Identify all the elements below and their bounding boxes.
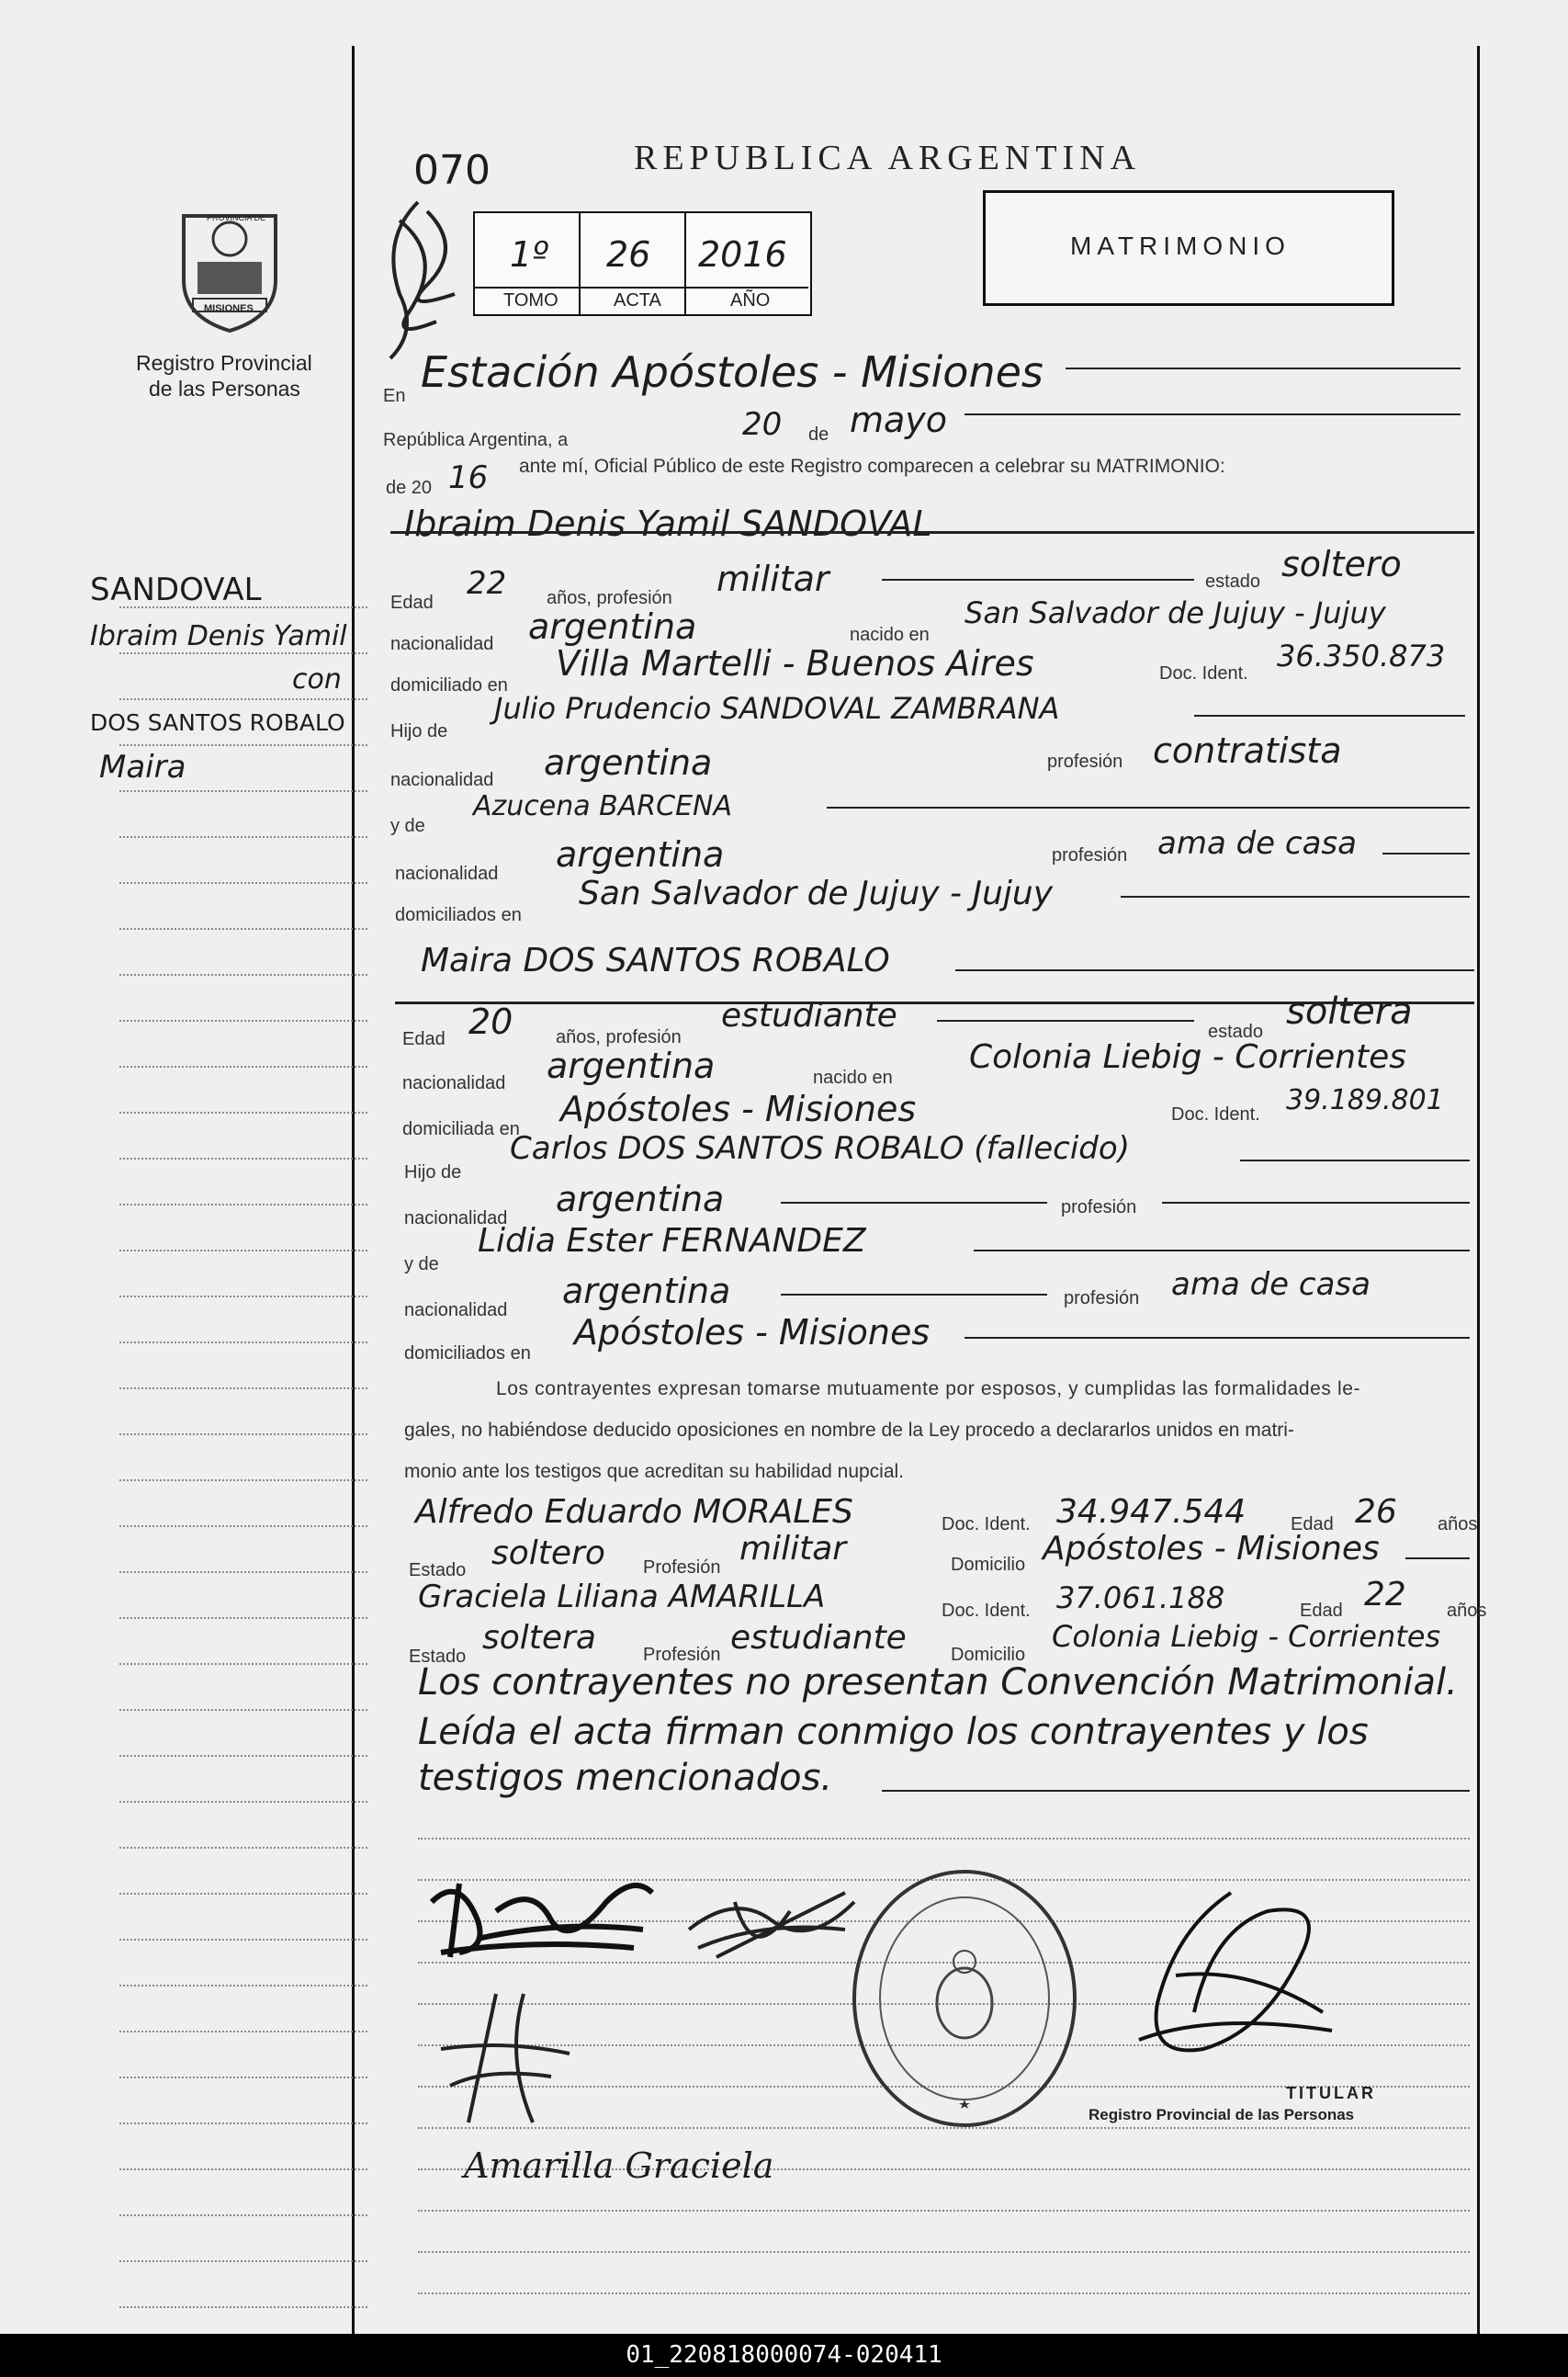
margin-dotted-line (119, 790, 367, 792)
margin-dotted-line (119, 1296, 367, 1297)
line (955, 969, 1474, 971)
bride-edad: 20 (468, 1002, 513, 1042)
margin-dotted-line (119, 1893, 367, 1895)
groom-doc-label: Doc. Ident. (1159, 663, 1248, 684)
line (781, 1294, 1047, 1296)
groom-estado: soltero (1281, 544, 1402, 584)
margin-dotted-line (119, 652, 367, 654)
line (937, 1020, 1194, 1022)
line (1240, 1160, 1470, 1161)
witness2-edad: 22 (1364, 1576, 1406, 1613)
margin-dotted-line (119, 928, 367, 930)
groom-estado-label: estado (1205, 572, 1261, 592)
tomo-label: TOMO (503, 290, 558, 311)
margin-dotted-line (119, 1525, 367, 1527)
groom-hijo-label: Hijo de (390, 721, 448, 741)
acta-label: ACTA (614, 290, 661, 311)
signature-bride-icon (680, 1874, 863, 1975)
line (827, 807, 1470, 809)
groom-madre-prof-label: profesión (1052, 845, 1128, 866)
line (1162, 1202, 1470, 1204)
en-label: En (383, 386, 406, 406)
margin-dotted-line (119, 1020, 367, 1022)
line (974, 1250, 1470, 1251)
bride-padres-dom: Apóstoles - Misiones (574, 1312, 931, 1353)
margin-dotted-line (119, 836, 367, 838)
line (1066, 368, 1461, 369)
groom-yde-label: y de (390, 816, 425, 836)
margin-dotted-line (119, 1112, 367, 1114)
left-frame-line (352, 46, 355, 2334)
line (1121, 896, 1470, 898)
margin-dotted-line (119, 2214, 367, 2216)
margin-dotted-line (119, 1158, 367, 1160)
witness2-estado: soltera (482, 1619, 596, 1657)
body-dotted-line (418, 2292, 1470, 2294)
witness1-doc-label: Doc. Ident. (942, 1514, 1031, 1534)
groom-padre-prof: contratista (1153, 730, 1342, 771)
margin-dotted-line (119, 1617, 367, 1619)
bride-madre-nac: argentina (562, 1271, 731, 1311)
margin-dotted-line (119, 2306, 367, 2308)
de20-label: de 20 (386, 478, 433, 498)
groom-padre: Julio Prudencio SANDOVAL ZAMBRANA (494, 691, 1060, 726)
declaration-line1: Los contrayentes expresan tomarse mutuamente por esposos, y cumplidas las formalidades le- (496, 1378, 1361, 1399)
seal-top-text: PROVINCIA DE (207, 213, 266, 222)
appear-text: ante mí, Oficial Público de este Registro comparecen a celebrar su MATRIMONIO: (519, 456, 1225, 477)
bride-nac-label: nacionalidad (402, 1073, 506, 1093)
groom-doms-label: domiciliados en (395, 905, 522, 925)
margin-names: Ibraim Denis Yamil (90, 620, 347, 652)
groom-madre-nac-label: nacionalidad (395, 864, 499, 884)
declaration-line3: monio ante los testigos que acreditan su habilidad nupcial. (404, 1461, 905, 1482)
bride-hijo-label: Hijo de (404, 1162, 462, 1183)
witness1-estado-label: Estado (409, 1560, 467, 1580)
witness2-estado-label: Estado (409, 1647, 467, 1667)
bride-nacido-label: nacido en (813, 1068, 893, 1088)
margin-dotted-line (119, 1066, 367, 1068)
line (882, 1790, 1470, 1792)
witness2-profesion: estudiante (730, 1619, 907, 1657)
bride-padre-nac: argentina (556, 1179, 725, 1219)
declaration-line2: gales, no habiéndose deducido oposiciones en nombre de la Ley procedo a declararlos unidos en matri- (404, 1420, 1294, 1441)
bride-nacionalidad: argentina (547, 1046, 716, 1086)
margin-dotted-line (119, 1663, 367, 1665)
bride-profesion-label: años, profesión (556, 1027, 682, 1047)
right-frame-line (1477, 46, 1480, 2334)
acta-value: 26 (606, 234, 651, 275)
bride-doc-label: Doc. Ident. (1171, 1104, 1260, 1125)
signature-registrar-icon (1121, 1874, 1341, 2077)
republica-label: República Argentina, a (383, 430, 569, 450)
bride-madre-prof: ama de casa (1171, 1266, 1371, 1303)
margin-dotted-line (119, 1801, 367, 1803)
margin-dotted-line (119, 1709, 367, 1711)
groom-doc: 36.350.873 (1277, 639, 1446, 673)
margin-dotted-line (119, 1479, 367, 1481)
groom-nac-label: nacionalidad (390, 634, 494, 654)
witness2-edad-label: Edad (1300, 1601, 1343, 1621)
province-seal-icon (165, 207, 294, 335)
bride-yde-label: y de (404, 1254, 439, 1274)
witness2-doc: 37.061.188 (1056, 1580, 1225, 1615)
groom-madre-nac: argentina (556, 834, 725, 875)
bride-padre-nac-label: nacionalidad (404, 1208, 508, 1228)
day-value: 20 (742, 406, 783, 443)
witness2-dom-label: Domicilio (951, 1645, 1026, 1665)
margin-surname: SANDOVAL (90, 572, 262, 608)
anio-label: AÑO (730, 290, 771, 311)
body-dotted-line (418, 1838, 1470, 1839)
act-type-label: MATRIMONIO (1070, 232, 1291, 260)
witness1-estado: soltero (491, 1534, 605, 1572)
registry-name-2: de las Personas (149, 377, 300, 401)
bride-doms-label: domiciliados en (404, 1343, 531, 1364)
signature-witness1-icon (432, 1985, 579, 2132)
registry-stamp-icon (845, 1865, 1084, 2132)
witness1-profesion: militar (739, 1530, 847, 1568)
witness1-doc: 34.947.544 (1056, 1493, 1247, 1531)
witness1-name: Alfredo Eduardo MORALES (415, 1493, 853, 1531)
groom-madre-prof: ama de casa (1157, 825, 1357, 862)
box-divider (473, 287, 808, 289)
groom-nacido: San Salvador de Jujuy - Jujuy (964, 595, 1386, 630)
margin-surname2: DOS SANTOS ROBALO (90, 709, 345, 736)
groom-madre: Azucena BARCENA (473, 790, 732, 822)
bride-dom-label: domiciliada en (402, 1119, 520, 1139)
witness2-anos-label: años (1447, 1601, 1487, 1621)
witness1-domicilio: Apóstoles - Misiones (1043, 1530, 1380, 1568)
signature-witness2-text: Amarilla Graciela (464, 2145, 774, 2186)
registrar-stamp-titular: TITULAR (1286, 2084, 1376, 2102)
witness2-domicilio: Colonia Liebig - Corrientes (1052, 1619, 1441, 1654)
margin-dotted-line (119, 1433, 367, 1435)
margin-dotted-line (119, 2031, 367, 2032)
witness1-dom-label: Domicilio (951, 1555, 1026, 1575)
groom-nacionalidad: argentina (528, 606, 697, 647)
margin-dotted-line (119, 2077, 367, 2078)
groom-edad: 22 (467, 565, 507, 602)
bride-padre: Carlos DOS SANTOS ROBALO (fallecido) (510, 1130, 1130, 1167)
groom-padres-dom: San Salvador de Jujuy - Jujuy (579, 875, 1054, 912)
notes-line2: Leída el acta firman conmigo los contrayentes y los (418, 1711, 1369, 1753)
margin-con: con (292, 663, 342, 696)
bride-name: Maira DOS SANTOS ROBALO (421, 942, 890, 979)
bride-madre-prof-label: profesión (1064, 1288, 1140, 1308)
margin-dotted-line (119, 1341, 367, 1343)
signature-groom-icon (423, 1865, 661, 1966)
notes-line1: Los contrayentes no presentan Convención Matrimonial. (418, 1661, 1458, 1704)
bride-profesion: estudiante (721, 997, 897, 1035)
groom-padre-nac-label: nacionalidad (390, 770, 494, 790)
de-label: de (808, 424, 829, 445)
tomo-value: 1º (510, 234, 549, 275)
groom-dom-label: domiciliado en (390, 675, 508, 696)
margin-dotted-line (119, 2122, 367, 2124)
witness2-prof-label: Profesión (643, 1645, 721, 1665)
registry-name-1: Registro Provincial (136, 351, 312, 375)
line (882, 579, 1194, 581)
witness1-prof-label: Profesión (643, 1557, 721, 1578)
year-suffix: 16 (448, 459, 489, 496)
groom-separator (390, 531, 1474, 534)
margin-dotted-line (119, 1250, 367, 1251)
bride-estado-label: estado (1208, 1022, 1264, 1042)
body-dotted-line (418, 2210, 1470, 2212)
margin-dotted-line (119, 744, 367, 746)
line (781, 1202, 1047, 1204)
seal-bottom-text: MISIONES (204, 303, 254, 314)
bride-domicilio: Apóstoles - Misiones (560, 1089, 917, 1129)
groom-nacido-label: nacido en (850, 625, 930, 645)
month-value: mayo (850, 400, 948, 440)
registrar-stamp-registry: Registro Provincial de las Personas (1089, 2106, 1355, 2123)
groom-padre-nac: argentina (544, 742, 713, 783)
witness1-edad: 26 (1355, 1493, 1397, 1531)
bride-padre-prof-label: profesión (1061, 1197, 1137, 1217)
margin-dotted-line (119, 882, 367, 884)
margin-dotted-line (119, 1204, 367, 1205)
groom-padre-prof-label: profesión (1047, 752, 1123, 772)
margin-dotted-line (119, 1939, 367, 1941)
act-number: 070 (413, 147, 491, 194)
line (1405, 1557, 1470, 1559)
bride-estado: soltera (1286, 990, 1413, 1033)
line (1382, 853, 1470, 855)
groom-edad-label: Edad (390, 593, 434, 613)
document-id-footer: 01_220818000074-020411 (0, 2334, 1568, 2377)
anio-value: 2016 (698, 234, 787, 275)
groom-profesion: militar (716, 559, 829, 599)
margin-dotted-line (119, 1847, 367, 1849)
margin-dotted-line (119, 1571, 367, 1573)
line (1194, 715, 1465, 717)
margin-dotted-line (119, 974, 367, 976)
witness2-doc-label: Doc. Ident. (942, 1601, 1031, 1621)
margin-name2: Maira (99, 749, 186, 786)
groom-domicilio: Villa Martelli - Buenos Aires (556, 643, 1034, 684)
margin-dotted-line (119, 2168, 367, 2170)
witness2-name: Graciela Liliana AMARILLA (418, 1579, 826, 1615)
estacion-value: Estación Apóstoles - Misiones (421, 347, 1043, 397)
groom-name: Ibraim Denis Yamil SANDOVAL (404, 504, 932, 544)
signature-official-icon (363, 184, 501, 368)
line (964, 413, 1461, 415)
bride-madre: Lidia Ester FERNANDEZ (478, 1222, 866, 1260)
bride-nacido: Colonia Liebig - Corrientes (969, 1038, 1407, 1076)
margin-dotted-line (119, 698, 367, 700)
margin-dotted-line (119, 1755, 367, 1757)
margin-dotted-line (119, 2260, 367, 2262)
bride-madre-nac-label: nacionalidad (404, 1300, 508, 1320)
body-dotted-line (418, 2251, 1470, 2253)
margin-dotted-line (119, 1387, 367, 1389)
witness1-anos-label: años (1438, 1514, 1478, 1534)
country-title: REPUBLICA ARGENTINA (634, 139, 1142, 177)
bride-edad-label: Edad (402, 1029, 446, 1049)
line (964, 1337, 1470, 1339)
witness1-edad-label: Edad (1291, 1514, 1334, 1534)
margin-dotted-line (119, 1985, 367, 1986)
notes-line3: testigos mencionados. (418, 1757, 833, 1799)
groom-profesion-label: años, profesión (547, 588, 672, 608)
bride-doc: 39.189.801 (1286, 1084, 1444, 1116)
